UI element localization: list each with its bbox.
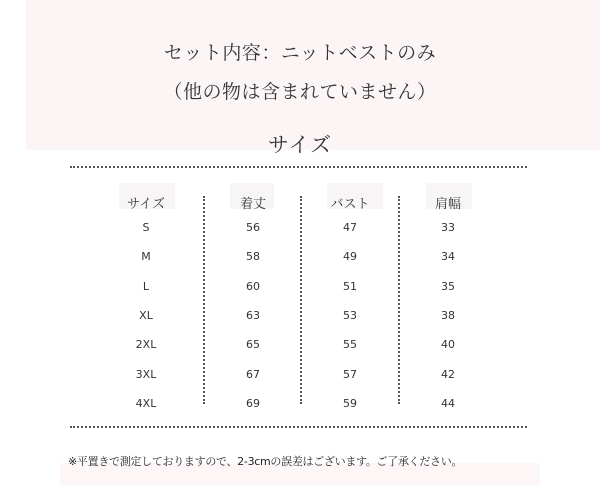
table-cell-bust: 53 [343,309,357,322]
column-header-bust: バスト [330,197,370,212]
column-header-length: 着丈 [239,197,266,212]
header-background [26,0,600,150]
table-cell-length: 60 [246,280,260,293]
table-cell-bust: 57 [343,368,357,381]
table-cell-size: M [141,250,151,263]
table-cell-length: 63 [246,309,260,322]
column-divider-1 [203,196,205,404]
table-cell-bust: 59 [343,397,357,410]
size-heading: サイズ [267,133,333,157]
measurement-note: ※平置きで測定しておりますので、2-3cmの誤差はございます。ご了承ください。 [68,455,463,468]
table-cell-length: 69 [246,397,260,410]
table-cell-length: 58 [246,250,260,263]
table-cell-shoulder: 42 [441,368,455,381]
table-cell-size: S [142,221,150,234]
table-cell-shoulder: 38 [441,309,455,322]
column-header-shoulder: 肩幅 [434,197,461,212]
set-contents-subtitle: （他の物は含まれていません） [163,81,437,103]
table-cell-shoulder: 40 [441,338,455,351]
table-cell-bust: 55 [343,338,357,351]
table-cell-size: 2XL [135,338,157,351]
table-cell-bust: 47 [343,221,357,234]
table-cell-bust: 51 [343,280,357,293]
table-cell-size: 4XL [135,397,157,410]
table-cell-size: 3XL [135,368,157,381]
table-cell-shoulder: 44 [441,397,455,410]
table-cell-size: L [142,280,150,293]
table-cell-shoulder: 35 [441,280,455,293]
table-cell-shoulder: 33 [441,221,455,234]
table-cell-length: 65 [246,338,260,351]
column-divider-2 [300,196,302,404]
column-header-size: サイズ [127,197,165,212]
column-divider-3 [398,196,400,404]
table-cell-length: 67 [246,368,260,381]
top-dotted-divider [70,166,527,168]
table-cell-shoulder: 34 [441,250,455,263]
table-cell-size: XL [139,309,153,322]
table-cell-length: 56 [246,221,260,234]
set-contents-title: セット内容：ニットベストのみ [163,42,437,64]
bottom-dotted-divider [70,426,527,428]
table-cell-bust: 49 [343,250,357,263]
